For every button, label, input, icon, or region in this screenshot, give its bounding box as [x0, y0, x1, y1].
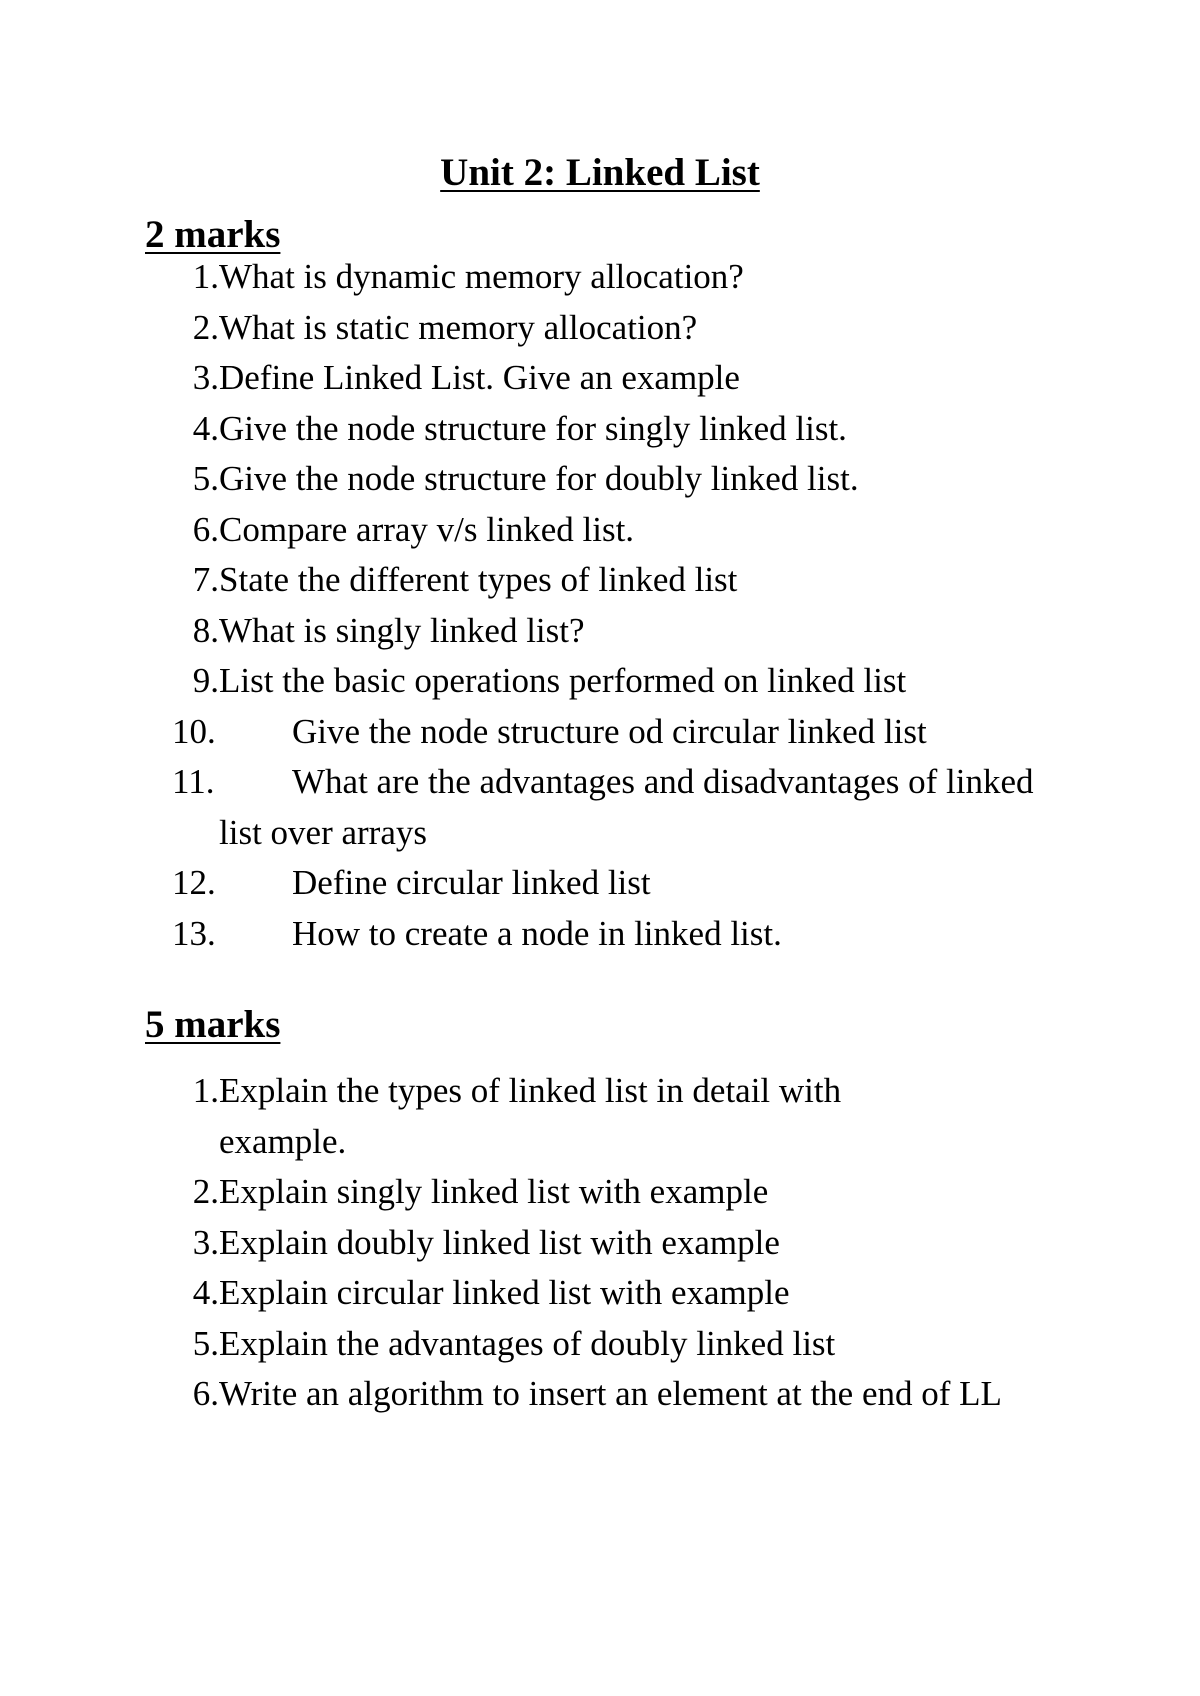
- item-text: Define Linked List. Give an example: [219, 358, 740, 397]
- item-text: What is static memory allocation?: [219, 307, 698, 347]
- list-item: [0, 454, 1200, 505]
- item-text: Explain circular linked list with example: [219, 1273, 790, 1312]
- section-heading-5-marks: 5 marks: [145, 1003, 281, 1046]
- item-number: 13.: [172, 913, 216, 953]
- item-text: What is dynamic memory allocation?: [219, 257, 744, 296]
- item-text: Write an algorithm to insert an element at the end of LL: [219, 1374, 1002, 1413]
- item-number: 6.: [192, 509, 219, 549]
- list-item: [0, 1268, 1200, 1319]
- page-title: [0, 148, 1200, 198]
- item-text: List the basic operations performed on linked list: [219, 661, 907, 700]
- item-number: 3.: [192, 358, 219, 397]
- list-item: [0, 1218, 1200, 1269]
- list-item: [0, 707, 1200, 758]
- item-number: 7.: [192, 560, 219, 599]
- list-item: [0, 1167, 1200, 1218]
- item-text: Explain the advantages of doubly linked list: [219, 1323, 836, 1363]
- list-item: [0, 555, 1200, 606]
- list-item: [0, 606, 1200, 657]
- item-text: What is singly linked list?: [219, 610, 585, 650]
- item-text: Give the node structure od circular linked list: [292, 711, 927, 751]
- list-item: [0, 757, 1200, 858]
- list-item: [0, 1369, 1200, 1470]
- list-item: [0, 909, 1200, 960]
- item-number: 1.: [192, 1071, 219, 1110]
- item-number: 12.: [172, 863, 216, 902]
- list-item: [0, 252, 1200, 303]
- item-text: Give the node structure for doubly linked list.: [219, 459, 859, 498]
- item-number: 11.: [172, 762, 215, 801]
- question-list-2-marks: [0, 252, 1200, 959]
- item-number: 5.: [192, 1323, 219, 1363]
- item-number: 3.: [192, 1222, 219, 1262]
- list-item: [0, 353, 1200, 404]
- item-number: 4.: [192, 408, 219, 448]
- list-item: [0, 1319, 1200, 1370]
- list-item: [0, 1066, 1200, 1167]
- list-item: [0, 303, 1200, 354]
- item-text: What are the advantages and disadvantages of linked list over arrays: [219, 762, 1034, 852]
- question-list-5-marks: [0, 1066, 1200, 1470]
- item-number: 2.: [192, 307, 219, 347]
- item-text: Explain the types of linked list in detail with example.: [219, 1071, 842, 1161]
- item-text: Explain singly linked list with example: [219, 1172, 769, 1211]
- item-text: Define circular linked list: [292, 863, 651, 902]
- page-title-text: Unit 2: Linked List: [440, 151, 760, 194]
- item-number: 4.: [192, 1273, 219, 1312]
- section-heading-2-marks: 2 marks: [145, 213, 281, 256]
- item-number: 5.: [192, 459, 219, 498]
- list-item: [0, 404, 1200, 455]
- item-number: 2.: [192, 1172, 219, 1211]
- item-number: 8.: [192, 610, 219, 650]
- item-number: 9.: [192, 661, 219, 700]
- item-number: 6.: [192, 1374, 219, 1413]
- item-text: How to create a node in linked list.: [292, 913, 782, 953]
- list-item: [0, 656, 1200, 707]
- item-number: 10.: [172, 711, 216, 751]
- item-text: Give the node structure for singly linked list.: [219, 408, 847, 448]
- list-item: [0, 858, 1200, 909]
- item-text: Compare array v/s linked list.: [219, 509, 635, 549]
- item-text: Explain doubly linked list with example: [219, 1222, 780, 1262]
- item-text: State the different types of linked list: [219, 560, 738, 599]
- list-item: [0, 505, 1200, 556]
- item-number: 1.: [192, 257, 219, 296]
